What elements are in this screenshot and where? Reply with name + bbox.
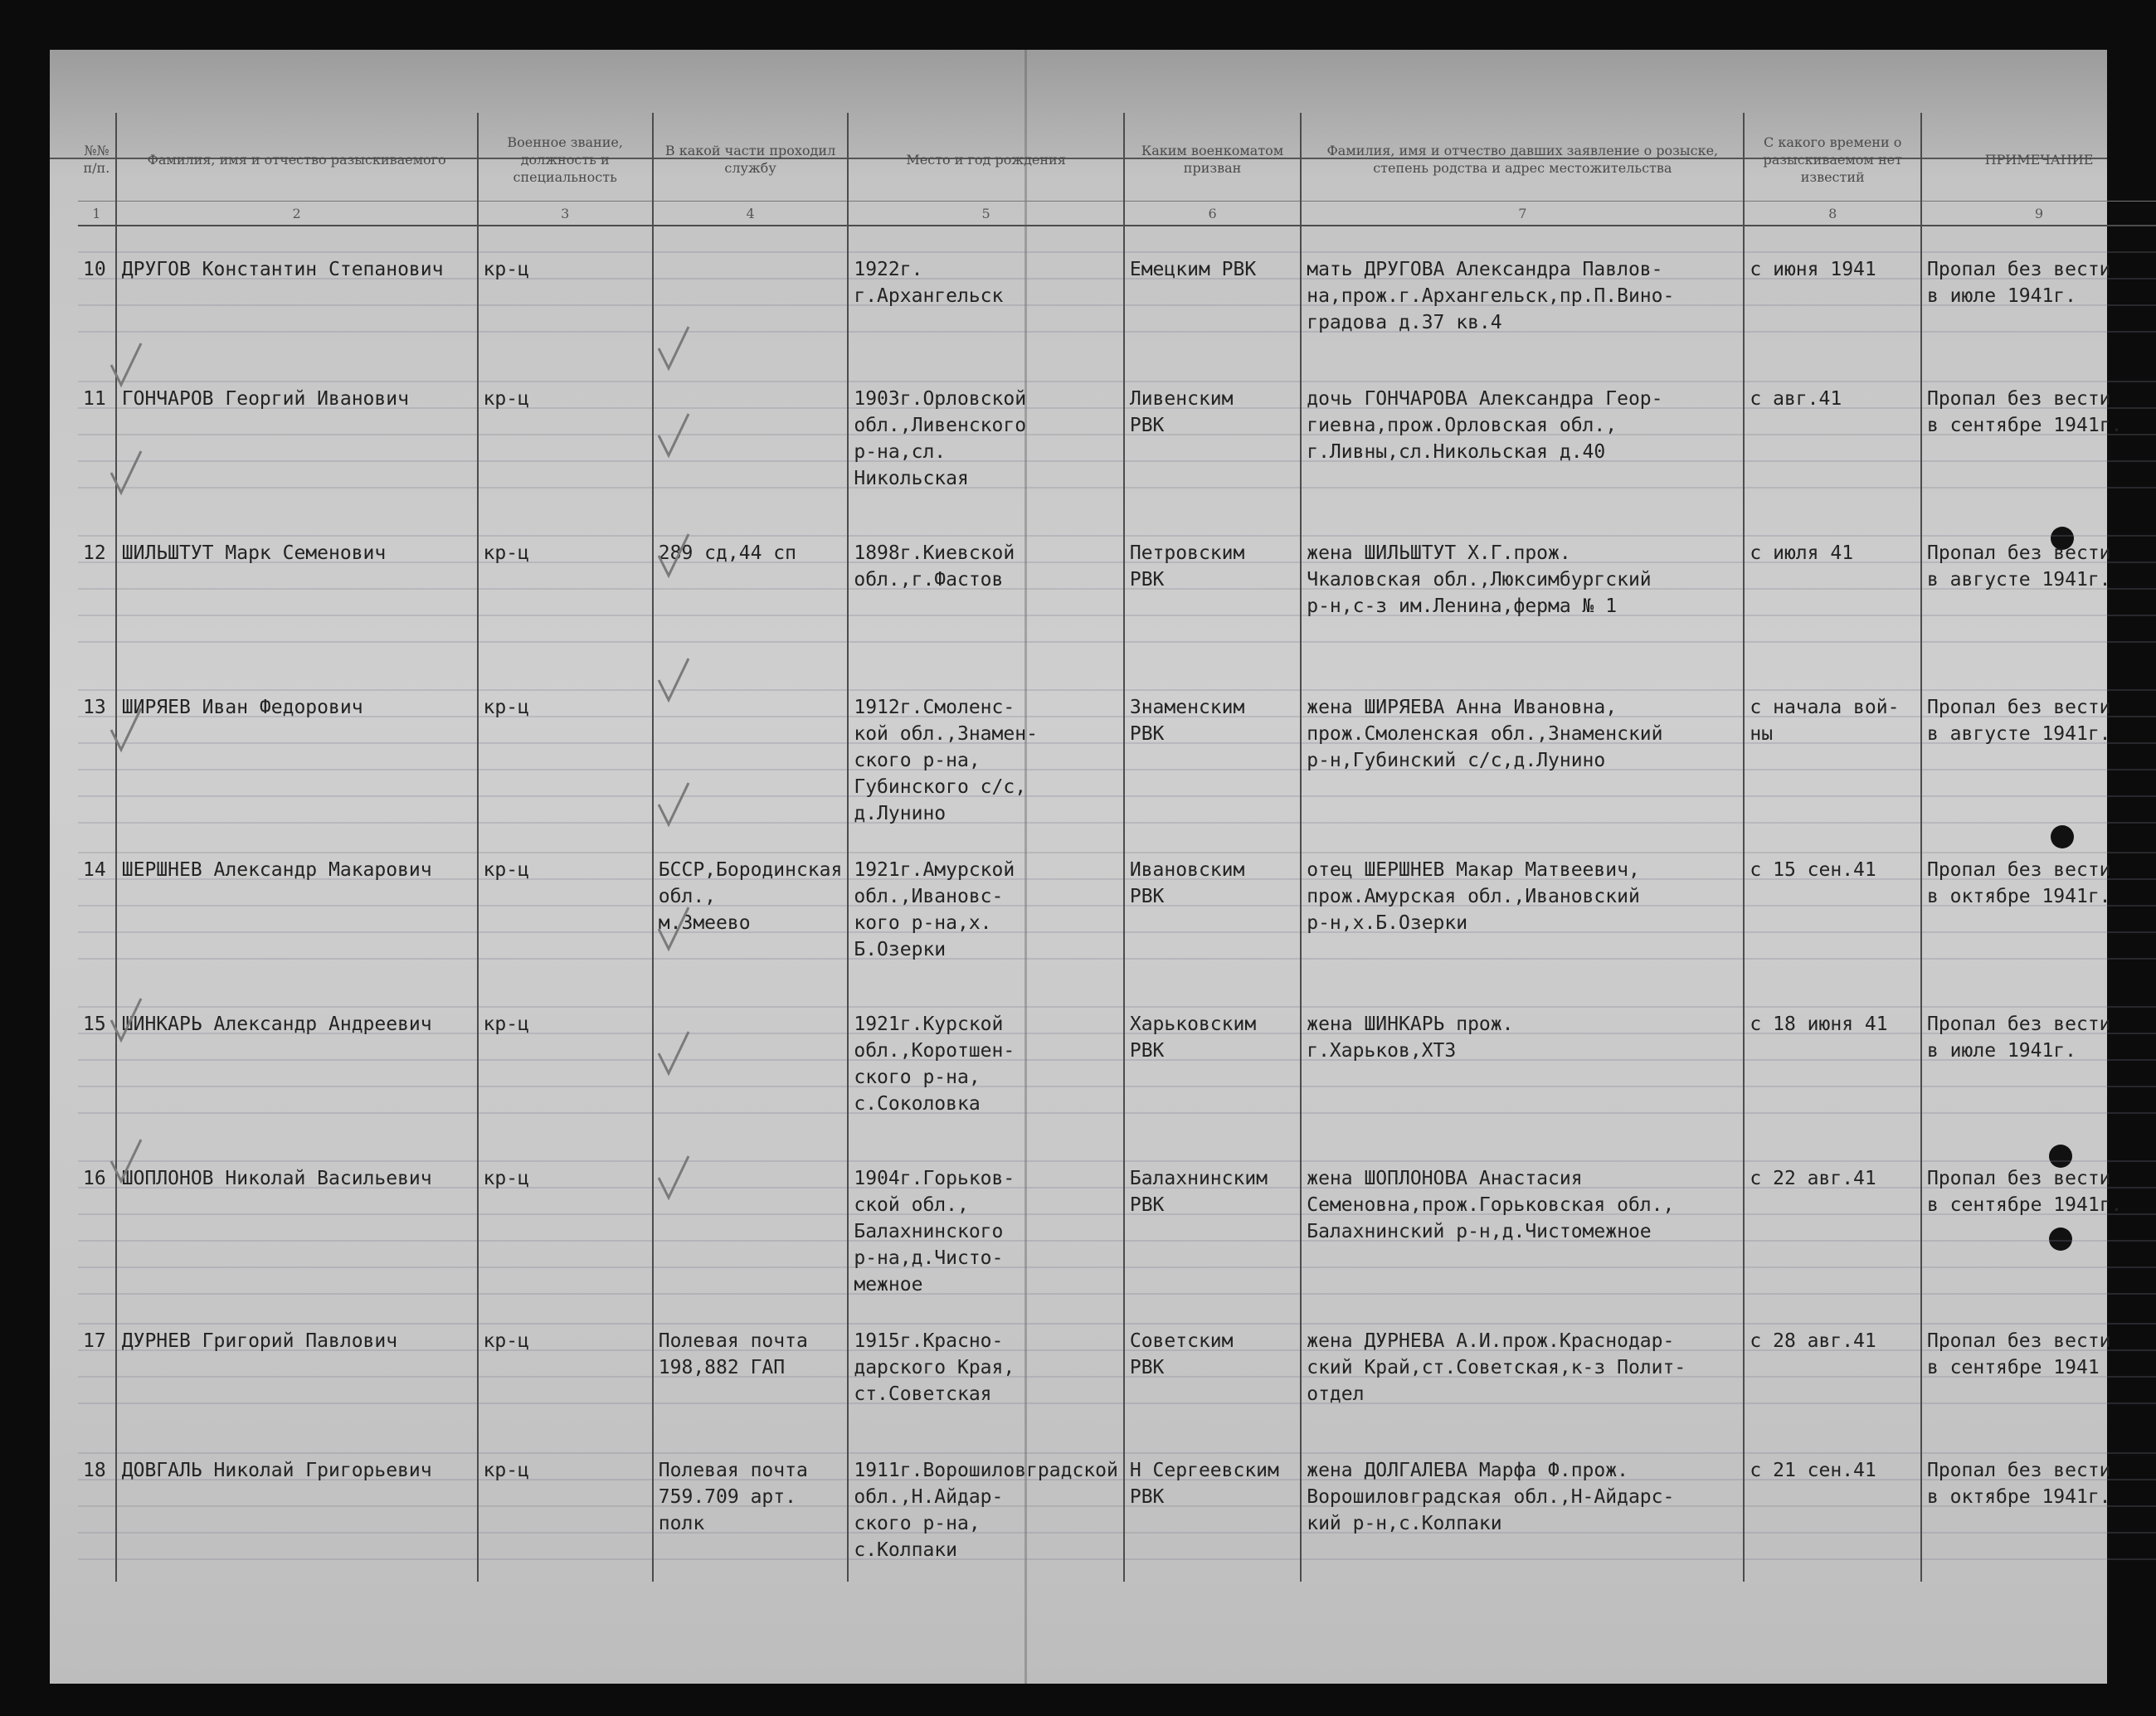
column-number: 5 bbox=[848, 202, 1124, 226]
entry-note: Пропал без вести в октябре 1941г. bbox=[1921, 827, 2156, 981]
entry-rank: кр-ц bbox=[478, 510, 653, 664]
entry-commissariat: Советским РВК bbox=[1124, 1298, 1301, 1427]
column-number: 3 bbox=[478, 202, 653, 226]
entry-commissariat: Знаменским РВК bbox=[1124, 664, 1301, 827]
table-row bbox=[78, 226, 2156, 356]
entry-rank: кр-ц bbox=[478, 981, 653, 1135]
entry-note: Пропал без вести в октябре 1941г. bbox=[1921, 1427, 2156, 1582]
entry-commissariat: Ивановским РВК bbox=[1124, 827, 1301, 981]
entry-number: 12 bbox=[78, 510, 116, 664]
entry-since: с 15 сен.41 bbox=[1744, 827, 1921, 981]
col-header-since: С какого времени о разыскиваемом нет известий bbox=[1744, 113, 1921, 202]
column-number: 7 bbox=[1301, 202, 1744, 226]
entry-rank: кр-ц bbox=[478, 226, 653, 356]
entry-applicant: дочь ГОНЧАРОВА Александра Геор- гиевна,прож.Орловская обл., г.Ливны,сл.Никольская д.40 bbox=[1301, 356, 1744, 510]
col-header-name: Фамилия, имя и отчество разыскиваемого bbox=[116, 113, 478, 202]
entry-number: 14 bbox=[78, 827, 116, 981]
entry-applicant: жена ШИНКАРЬ прож. г.Харьков,ХТЗ bbox=[1301, 981, 1744, 1135]
table-row bbox=[78, 1298, 2156, 1427]
entry-unit: Полевая почта 198,882 ГАП bbox=[653, 1298, 849, 1427]
entry-name: ШИНКАРЬ Александр Андреевич bbox=[116, 981, 478, 1135]
entry-number: 17 bbox=[78, 1298, 116, 1427]
entry-name: ШИЛЬШТУТ Марк Семенович bbox=[116, 510, 478, 664]
entry-rank: кр-ц bbox=[478, 1427, 653, 1582]
entry-unit bbox=[653, 981, 849, 1135]
column-number: 4 bbox=[653, 202, 849, 226]
entry-commissariat: Емецким РВК bbox=[1124, 226, 1301, 356]
col-header-birth: Место и год рождения bbox=[848, 113, 1124, 202]
entry-since: с июля 41 bbox=[1744, 510, 1921, 664]
entry-since: с начала вой- ны bbox=[1744, 664, 1921, 827]
entry-applicant: жена ДОЛГАЛЕВА Марфа Ф.прож. Ворошиловградская обл.,Н-Айдарс- кий р-н,с.Колпаки bbox=[1301, 1427, 1744, 1582]
col-header-unit: В какой части проходил службу bbox=[653, 113, 849, 202]
column-number: 9 bbox=[1921, 202, 2156, 226]
entry-applicant: жена ШИЛЬШТУТ Х.Г.прож. Чкаловская обл.,Люксимбургский р-н,с-з им.Ленина,ферма № 1 bbox=[1301, 510, 1744, 664]
entry-birth: 1912г.Смоленс- кой обл.,Знамен- ского р-на, Губинского с/с, д.Лунино bbox=[848, 664, 1124, 827]
entry-applicant: отец ШЕРШНЕВ Макар Матвеевич, прож.Амурская обл.,Ивановский р-н,х.Б.Озерки bbox=[1301, 827, 1744, 981]
col-header-number: №№ п/п. bbox=[78, 113, 116, 202]
entry-birth: 1898г.Киевской обл.,г.Фастов bbox=[848, 510, 1124, 664]
entry-birth: 1911г.Ворошиловградской обл.,Н.Айдар- ского р-на, с.Колпаки bbox=[848, 1427, 1124, 1582]
entry-note: Пропал без вести в августе 1941г. bbox=[1921, 510, 2156, 664]
entry-since: с авг.41 bbox=[1744, 356, 1921, 510]
entry-name: ДРУГОВ Константин Степанович bbox=[116, 226, 478, 356]
entry-applicant: жена ШИРЯЕВА Анна Ивановна, прож.Смоленская обл.,Знаменский р-н,Губинский с/с,д.Лунино bbox=[1301, 664, 1744, 827]
entry-name: ДУРНЕВ Григорий Павлович bbox=[116, 1298, 478, 1427]
entry-name: ШЕРШНЕВ Александр Макарович bbox=[116, 827, 478, 981]
entry-birth: 1922г. г.Архангельск bbox=[848, 226, 1124, 356]
entry-since: с 28 авг.41 bbox=[1744, 1298, 1921, 1427]
column-number: 1 bbox=[78, 202, 116, 226]
entry-note: Пропал без вести в сентябре 1941г. bbox=[1921, 356, 2156, 510]
entry-birth: 1921г.Курской обл.,Коротшен- ского р-на, с.Соколовка bbox=[848, 981, 1124, 1135]
entry-applicant: жена ШОПЛОНОВА Анастасия Семеновна,прож.Горьковская обл., Балахнинский р-н,д.Чистомежное bbox=[1301, 1135, 1744, 1298]
entry-applicant: мать ДРУГОВА Александра Павлов- на,прож.г.Архангельск,пр.П.Вино- градова д.37 кв.4 bbox=[1301, 226, 1744, 356]
entry-birth: 1903г.Орловской обл.,Ливенского р-на,сл. Никольская bbox=[848, 356, 1124, 510]
entry-unit bbox=[653, 664, 849, 827]
entry-rank: кр-ц bbox=[478, 356, 653, 510]
table-row bbox=[78, 1427, 2156, 1582]
entry-since: с 18 июня 41 bbox=[1744, 981, 1921, 1135]
entry-unit bbox=[653, 356, 849, 510]
missing-persons-register bbox=[78, 113, 2156, 1582]
entry-rank: кр-ц bbox=[478, 1298, 653, 1427]
table-row bbox=[78, 510, 2156, 664]
entry-unit: 289 сд,44 сп bbox=[653, 510, 849, 664]
entry-rank: кр-ц bbox=[478, 1135, 653, 1298]
table-row bbox=[78, 664, 2156, 827]
table-row bbox=[78, 1135, 2156, 1298]
col-header-rank: Военное звание, должность и специальность bbox=[478, 113, 653, 202]
column-number: 8 bbox=[1744, 202, 1921, 226]
entry-unit bbox=[653, 1135, 849, 1298]
entry-number: 13 bbox=[78, 664, 116, 827]
entry-note: Пропал без вести в сентябре 1941г. bbox=[1921, 1135, 2156, 1298]
entry-unit bbox=[653, 226, 849, 356]
entry-name: ШОПЛОНОВ Николай Васильевич bbox=[116, 1135, 478, 1298]
entry-note: Пропал без вести в июле 1941г. bbox=[1921, 981, 2156, 1135]
entry-rank: кр-ц bbox=[478, 827, 653, 981]
entry-number: 16 bbox=[78, 1135, 116, 1298]
entry-rank: кр-ц bbox=[478, 664, 653, 827]
entry-since: с 22 авг.41 bbox=[1744, 1135, 1921, 1298]
table-row bbox=[78, 981, 2156, 1135]
entry-unit: БССР,Бородинская обл., м.Змеево bbox=[653, 827, 849, 981]
entry-birth: 1904г.Горьков- ской обл., Балахнинского р-на,д.Чисто- межное bbox=[848, 1135, 1124, 1298]
entry-commissariat: Балахнинским РВК bbox=[1124, 1135, 1301, 1298]
entry-commissariat: Н Сергеевским РВК bbox=[1124, 1427, 1301, 1582]
table-row bbox=[78, 827, 2156, 981]
col-header-note: ПРИМЕЧАНИЕ bbox=[1921, 113, 2156, 202]
entry-number: 10 bbox=[78, 226, 116, 356]
header-row bbox=[78, 113, 2156, 202]
entry-unit: Полевая почта 759.709 арт. полк bbox=[653, 1427, 849, 1582]
entry-commissariat: Харьковским РВК bbox=[1124, 981, 1301, 1135]
col-header-applicant: Фамилия, имя и отчество давших заявление о розыске, степень родства и адрес местожительства bbox=[1301, 113, 1744, 202]
entry-name: ШИРЯЕВ Иван Федорович bbox=[116, 664, 478, 827]
entry-applicant: жена ДУРНЕВА А.И.прож.Краснодар- ский Край,ст.Советская,к-з Полит- отдел bbox=[1301, 1298, 1744, 1427]
entry-note: Пропал без вести в июле 1941г. bbox=[1921, 226, 2156, 356]
col-header-commissariat: Каким военкоматом призван bbox=[1124, 113, 1301, 202]
entry-name: ДОВГАЛЬ Николай Григорьевич bbox=[116, 1427, 478, 1582]
entry-note: Пропал без вести в августе 1941г. bbox=[1921, 664, 2156, 827]
entry-number: 18 bbox=[78, 1427, 116, 1582]
entry-commissariat: Петровским РВК bbox=[1124, 510, 1301, 664]
entry-note: Пропал без вести в сентябре 1941 bbox=[1921, 1298, 2156, 1427]
entry-number: 15 bbox=[78, 981, 116, 1135]
entry-number: 11 bbox=[78, 356, 116, 510]
entry-name: ГОНЧАРОВ Георгий Иванович bbox=[116, 356, 478, 510]
entry-birth: 1921г.Амурской обл.,Ивановс- кого р-на,х. Б.Озерки bbox=[848, 827, 1124, 981]
entry-since: с 21 сен.41 bbox=[1744, 1427, 1921, 1582]
column-number-row bbox=[78, 202, 2156, 226]
entry-since: с июня 1941 bbox=[1744, 226, 1921, 356]
entry-birth: 1915г.Красно- дарского Края, ст.Советская bbox=[848, 1298, 1124, 1427]
table-row bbox=[78, 356, 2156, 510]
column-number: 2 bbox=[116, 202, 478, 226]
column-number: 6 bbox=[1124, 202, 1301, 226]
entry-commissariat: Ливенским РВК bbox=[1124, 356, 1301, 510]
